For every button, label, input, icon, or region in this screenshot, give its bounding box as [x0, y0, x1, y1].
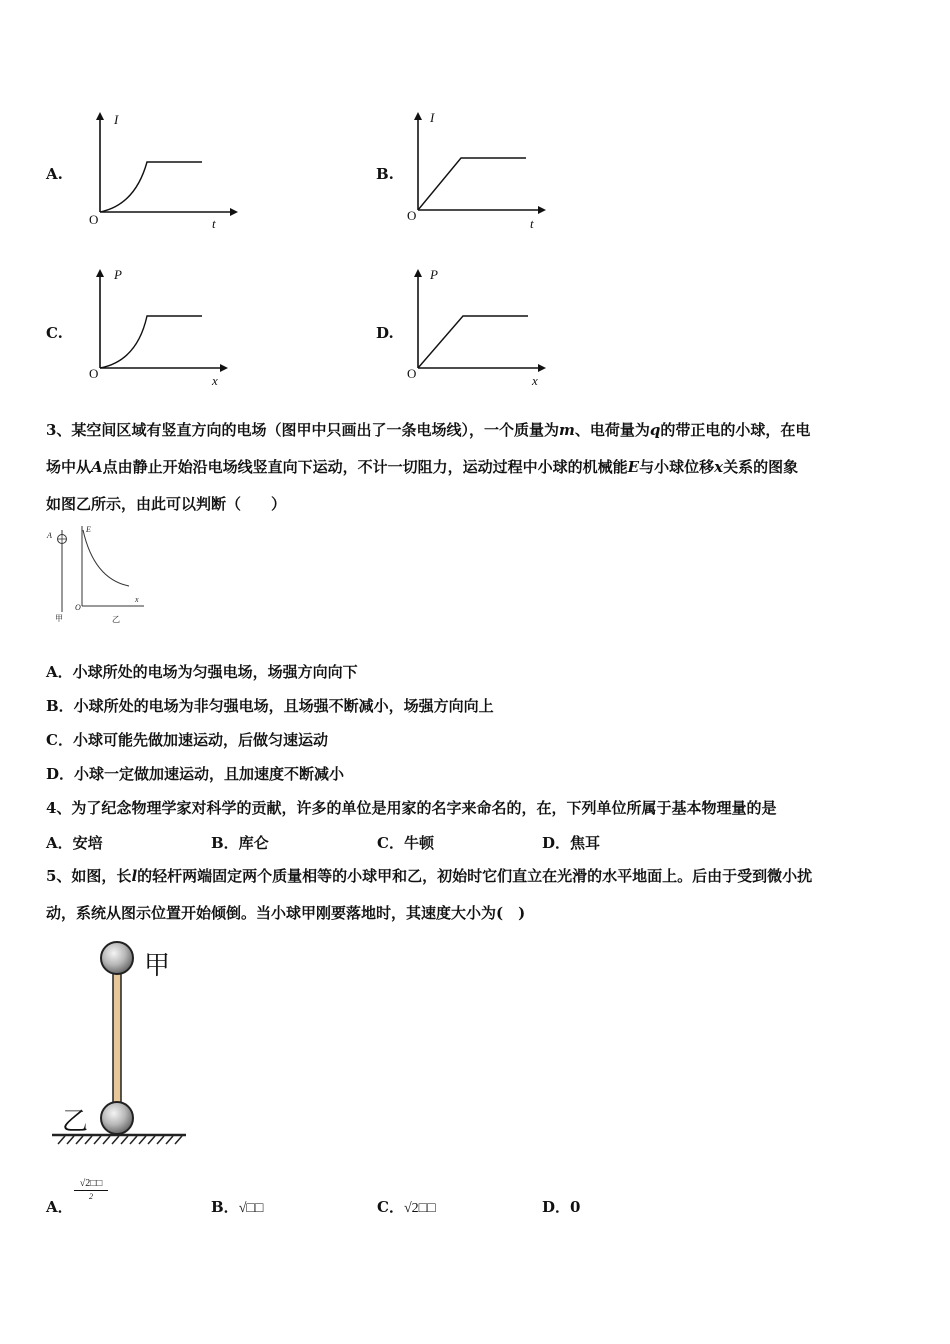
q5-stem-line-1: 5、如图，长l的轻杆两端固定两个质量相等的小球甲和乙，初始时它们直立在光滑的水平地面上。后由于受到微小扰: [46, 867, 813, 885]
q3-figure: [44, 524, 154, 628]
option-letter: B.: [376, 165, 394, 183]
fig-label-x: x: [135, 595, 139, 604]
x-axis-label: x: [532, 373, 538, 388]
q4-option-d[interactable]: D．焦耳: [542, 834, 601, 852]
q5-option-a[interactable]: A．: [46, 1198, 73, 1216]
label-yi: 乙: [62, 1107, 89, 1137]
q3-option-d[interactable]: D．小球一定做加速运动，且加速度不断减小: [46, 765, 345, 783]
graph-i-t-linear: [398, 108, 558, 238]
graph-p-x-linear: [398, 265, 558, 395]
q5-option-b[interactable]: B．√□□: [211, 1198, 264, 1216]
y-axis-label: I: [430, 110, 435, 125]
q5-option-c[interactable]: C．√2□□: [377, 1198, 436, 1216]
origin-label: O: [89, 366, 99, 381]
rod: [113, 966, 121, 1116]
q4-option-a[interactable]: A．安培: [46, 834, 103, 852]
y-axis-label: I: [114, 112, 119, 127]
q4-option-b[interactable]: B．库仑: [211, 834, 269, 852]
fig-label-o: O: [75, 603, 81, 612]
option-letter: D.: [376, 324, 394, 342]
x-axis-label: t: [212, 216, 216, 231]
x-axis-label: t: [530, 216, 534, 231]
graph-p-x-curve: [80, 265, 240, 395]
graph-i-t-curve: [80, 110, 240, 240]
label-jia: 甲: [144, 951, 171, 981]
x-axis-label: x: [212, 373, 218, 388]
q3-option-a[interactable]: A．小球所处的电场为匀强电场，场强方向向下: [46, 663, 358, 681]
fig-label-e: E: [86, 525, 91, 534]
q3-option-b[interactable]: B．小球所处的电场为非匀强电场，且场强不断减小，场强方向向上: [46, 697, 494, 715]
origin-label: O: [407, 366, 417, 381]
q5-option-a-fraction: √2□□ 2: [74, 1178, 108, 1202]
q4-option-c[interactable]: C．牛顿: [377, 834, 434, 852]
q4-stem: 4、为了纪念物理学家对科学的贡献，许多的单位是用家的名字来命名的，在，下列单位所属于基本物理量的是: [46, 799, 777, 817]
q5-stem-line-2: 动，系统从图示位置开始倾倒。当小球甲刚要落地时，其速度大小为( ): [46, 904, 526, 922]
q3-stem-line-1: 3、某空间区域有竖直方向的电场（图甲中只画出了一条电场线），一个质量为m、电荷量为q的带正电的小球，在电: [46, 421, 811, 439]
q5-option-d[interactable]: D．0: [542, 1198, 581, 1216]
option-letter: C.: [46, 324, 63, 342]
ball-jia-icon: [101, 942, 133, 974]
q3-stem-line-3: 如图乙所示，由此可以判断（ ）: [46, 495, 287, 513]
origin-label: O: [89, 212, 99, 227]
origin-label: O: [407, 208, 417, 223]
q5-rod-figure: [50, 936, 200, 1148]
fig-label-a: A: [47, 531, 52, 540]
ball-yi-icon: [101, 1102, 133, 1134]
fig-label-jia: 甲: [55, 614, 63, 623]
option-letter: A.: [46, 165, 63, 183]
y-axis-label: P: [430, 267, 438, 282]
y-axis-label: P: [114, 267, 122, 282]
q3-stem-line-2: 场中从A点由静止开始沿电场线竖直向下运动，不计一切阻力，运动过程中小球的机械能E与小球位移x关系的图象: [46, 458, 799, 476]
q3-option-c[interactable]: C．小球可能先做加速运动，后做匀速运动: [46, 731, 328, 749]
fig-label-yi: 乙: [112, 615, 120, 624]
